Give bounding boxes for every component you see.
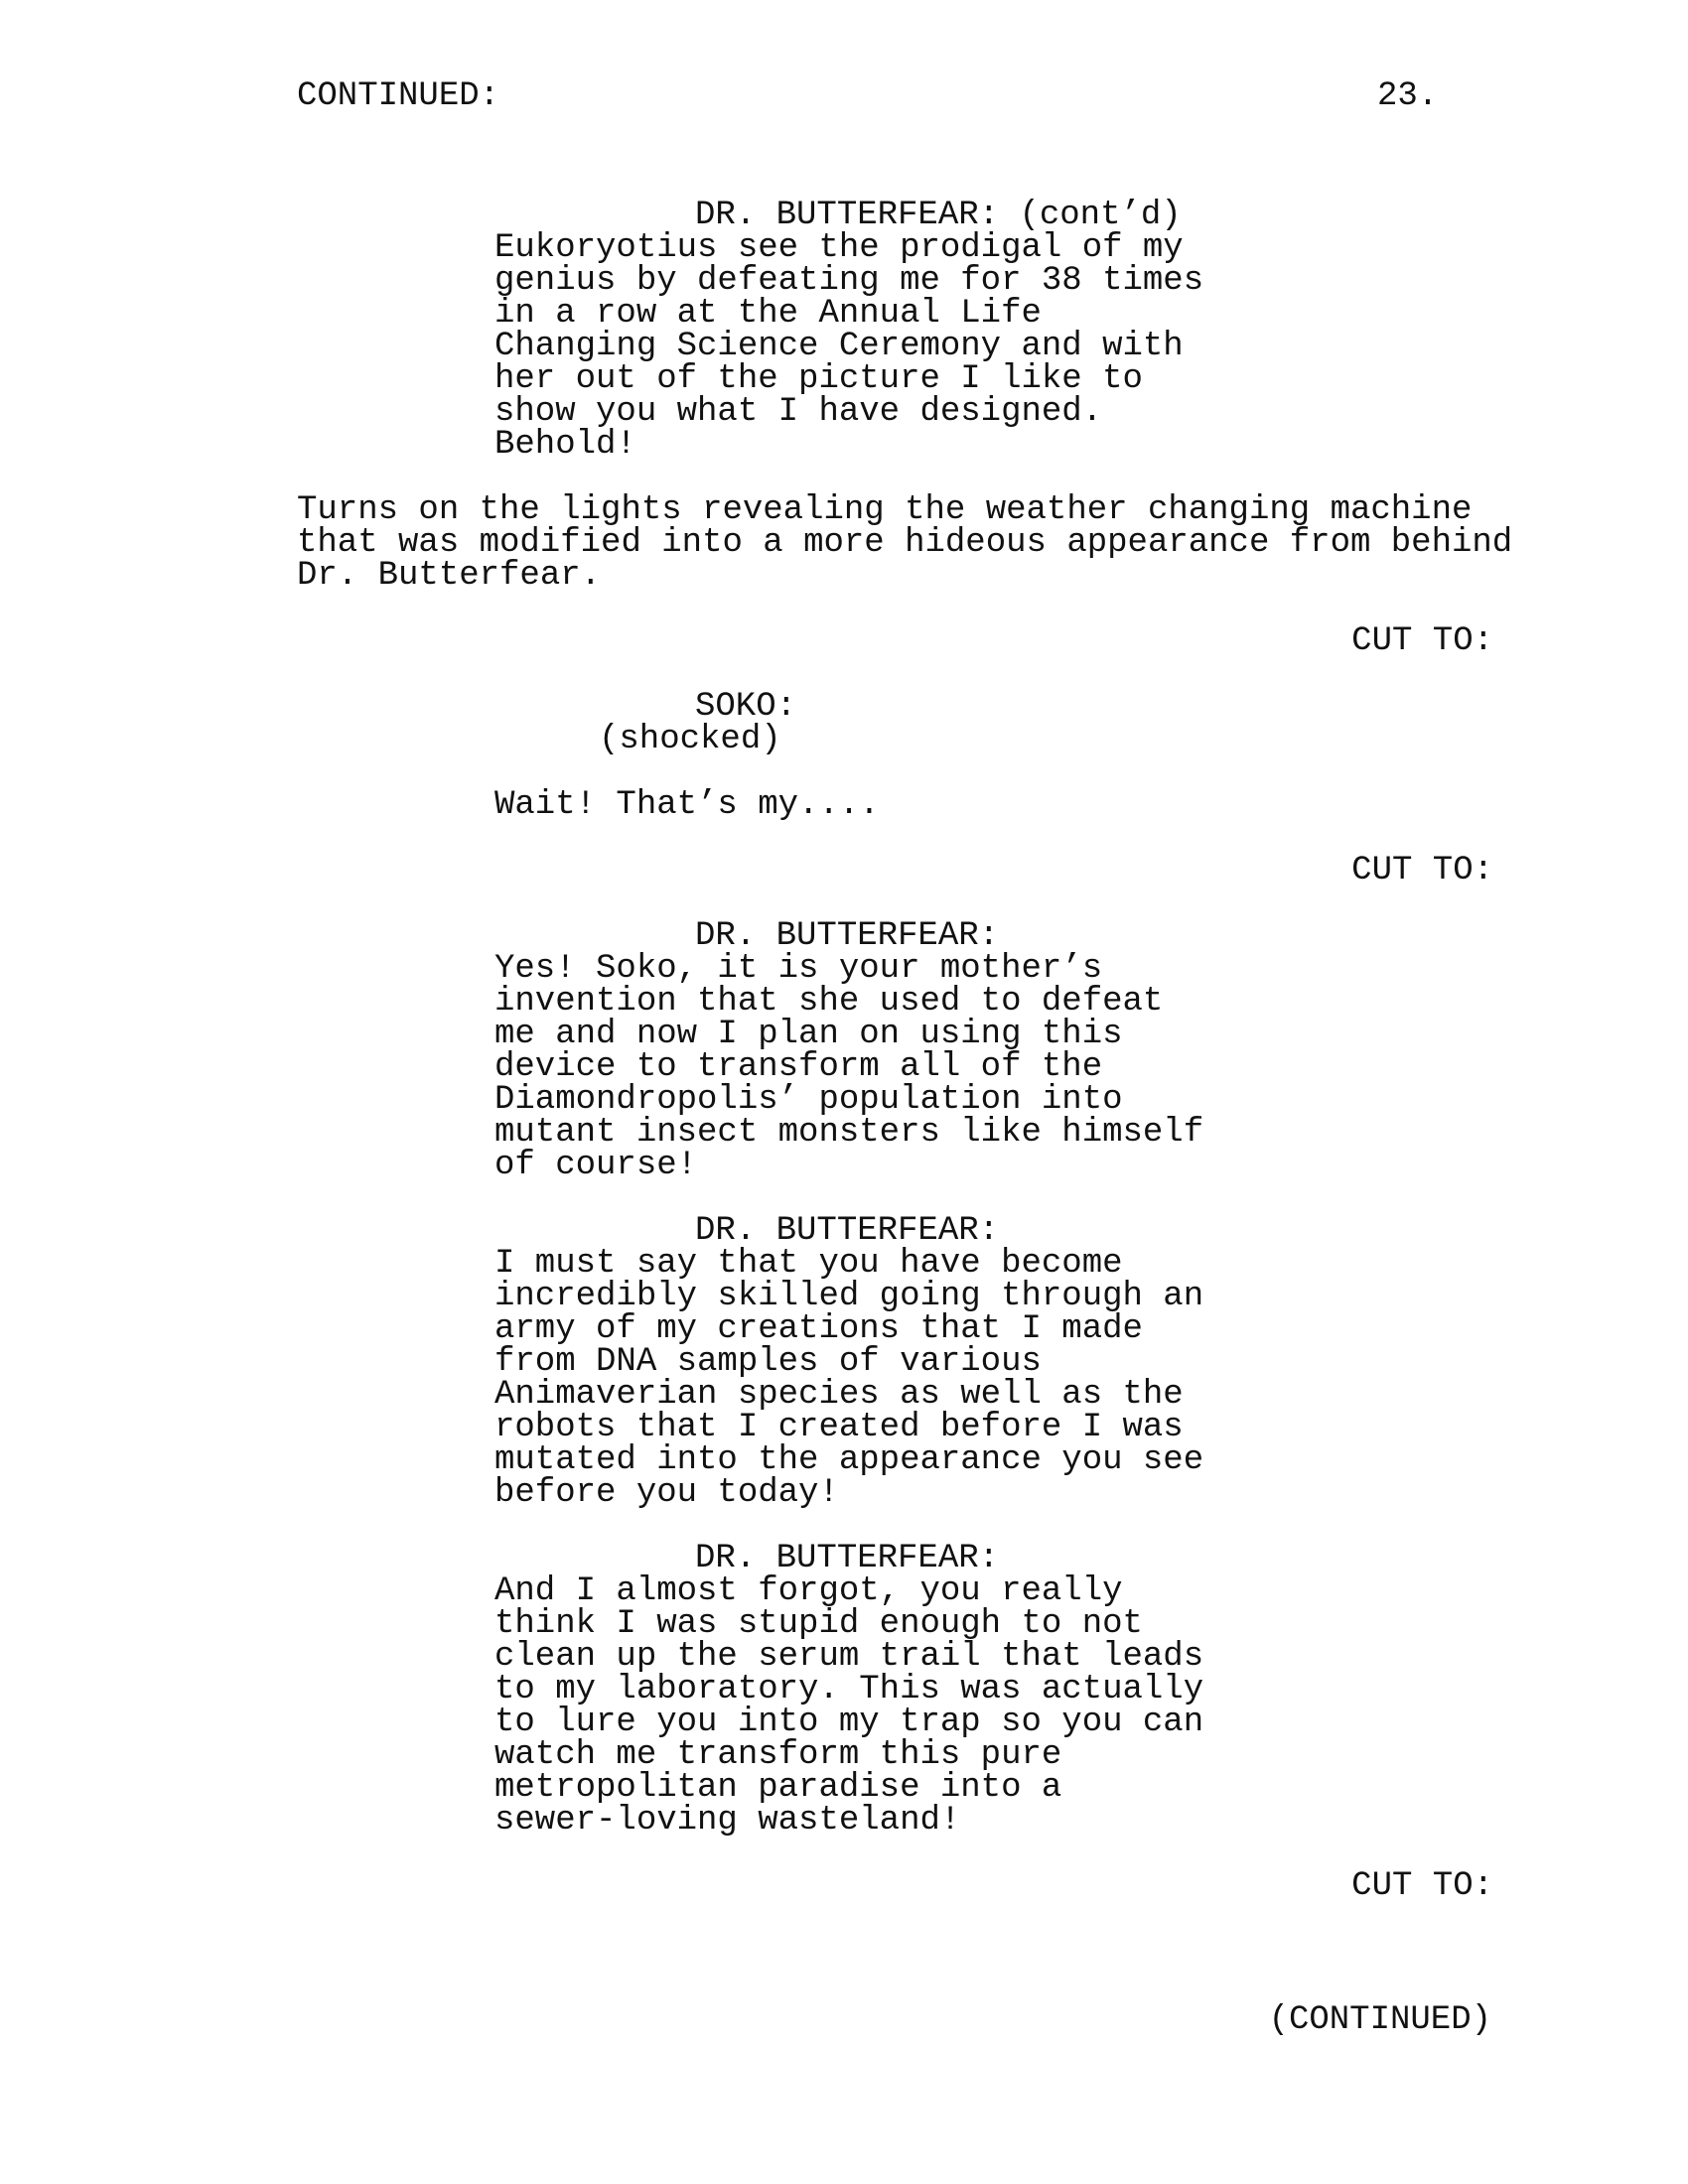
continued-footer: (CONTINUED): [1268, 2001, 1491, 2039]
character-name: DR. BUTTERFEAR:: [695, 917, 1000, 955]
character-name: DR. BUTTERFEAR: (cont’d): [695, 197, 1182, 234]
dialogue: Eukoryotius see the prodigal of my genius by defeating me for 38 times in a row at the Annual Life Changing Science Ceremony and with her out of the picture I like to show you what I have designed. Behold!: [494, 229, 1204, 464]
continued-header: CONTINUED:: [297, 77, 500, 115]
parenthetical: (shocked): [599, 721, 781, 758]
character-name: DR. BUTTERFEAR:: [695, 1212, 1000, 1250]
character-name: DR. BUTTERFEAR:: [695, 1540, 1000, 1577]
dialogue: Yes! Soko, it is your mother’s invention that she used to defeat me and now I plan on using this device to transform all of the Diamondropolis’ population into mutant insect monsters like himself of course!: [494, 950, 1204, 1184]
page-number: 23.: [1377, 77, 1439, 115]
action-line: Turns on the lights revealing the weather changing machine that was modified into a more hideous appearance from behind Dr. Butterfear.: [297, 491, 1513, 595]
transition-cut-to: CUT TO:: [1351, 1867, 1493, 1905]
character-name: SOKO:: [695, 688, 797, 726]
dialogue: And I almost forgot, you really think I was stupid enough to not clean up the serum trail that leads to my laboratory. This was actually to lure you into my trap so you can watch me transform this pure metropolitan paradise into a sewer-loving wasteland!: [494, 1572, 1204, 1840]
dialogue: Wait! That’s my....: [494, 786, 880, 824]
transition-cut-to: CUT TO:: [1351, 852, 1493, 889]
transition-cut-to: CUT TO:: [1351, 622, 1493, 660]
dialogue: I must say that you have become incredibly skilled going through an army of my creations that I made from DNA samples of various Animaverian species as well as the robots that I created before I was mutated into the appearance you see before you today!: [494, 1245, 1204, 1512]
